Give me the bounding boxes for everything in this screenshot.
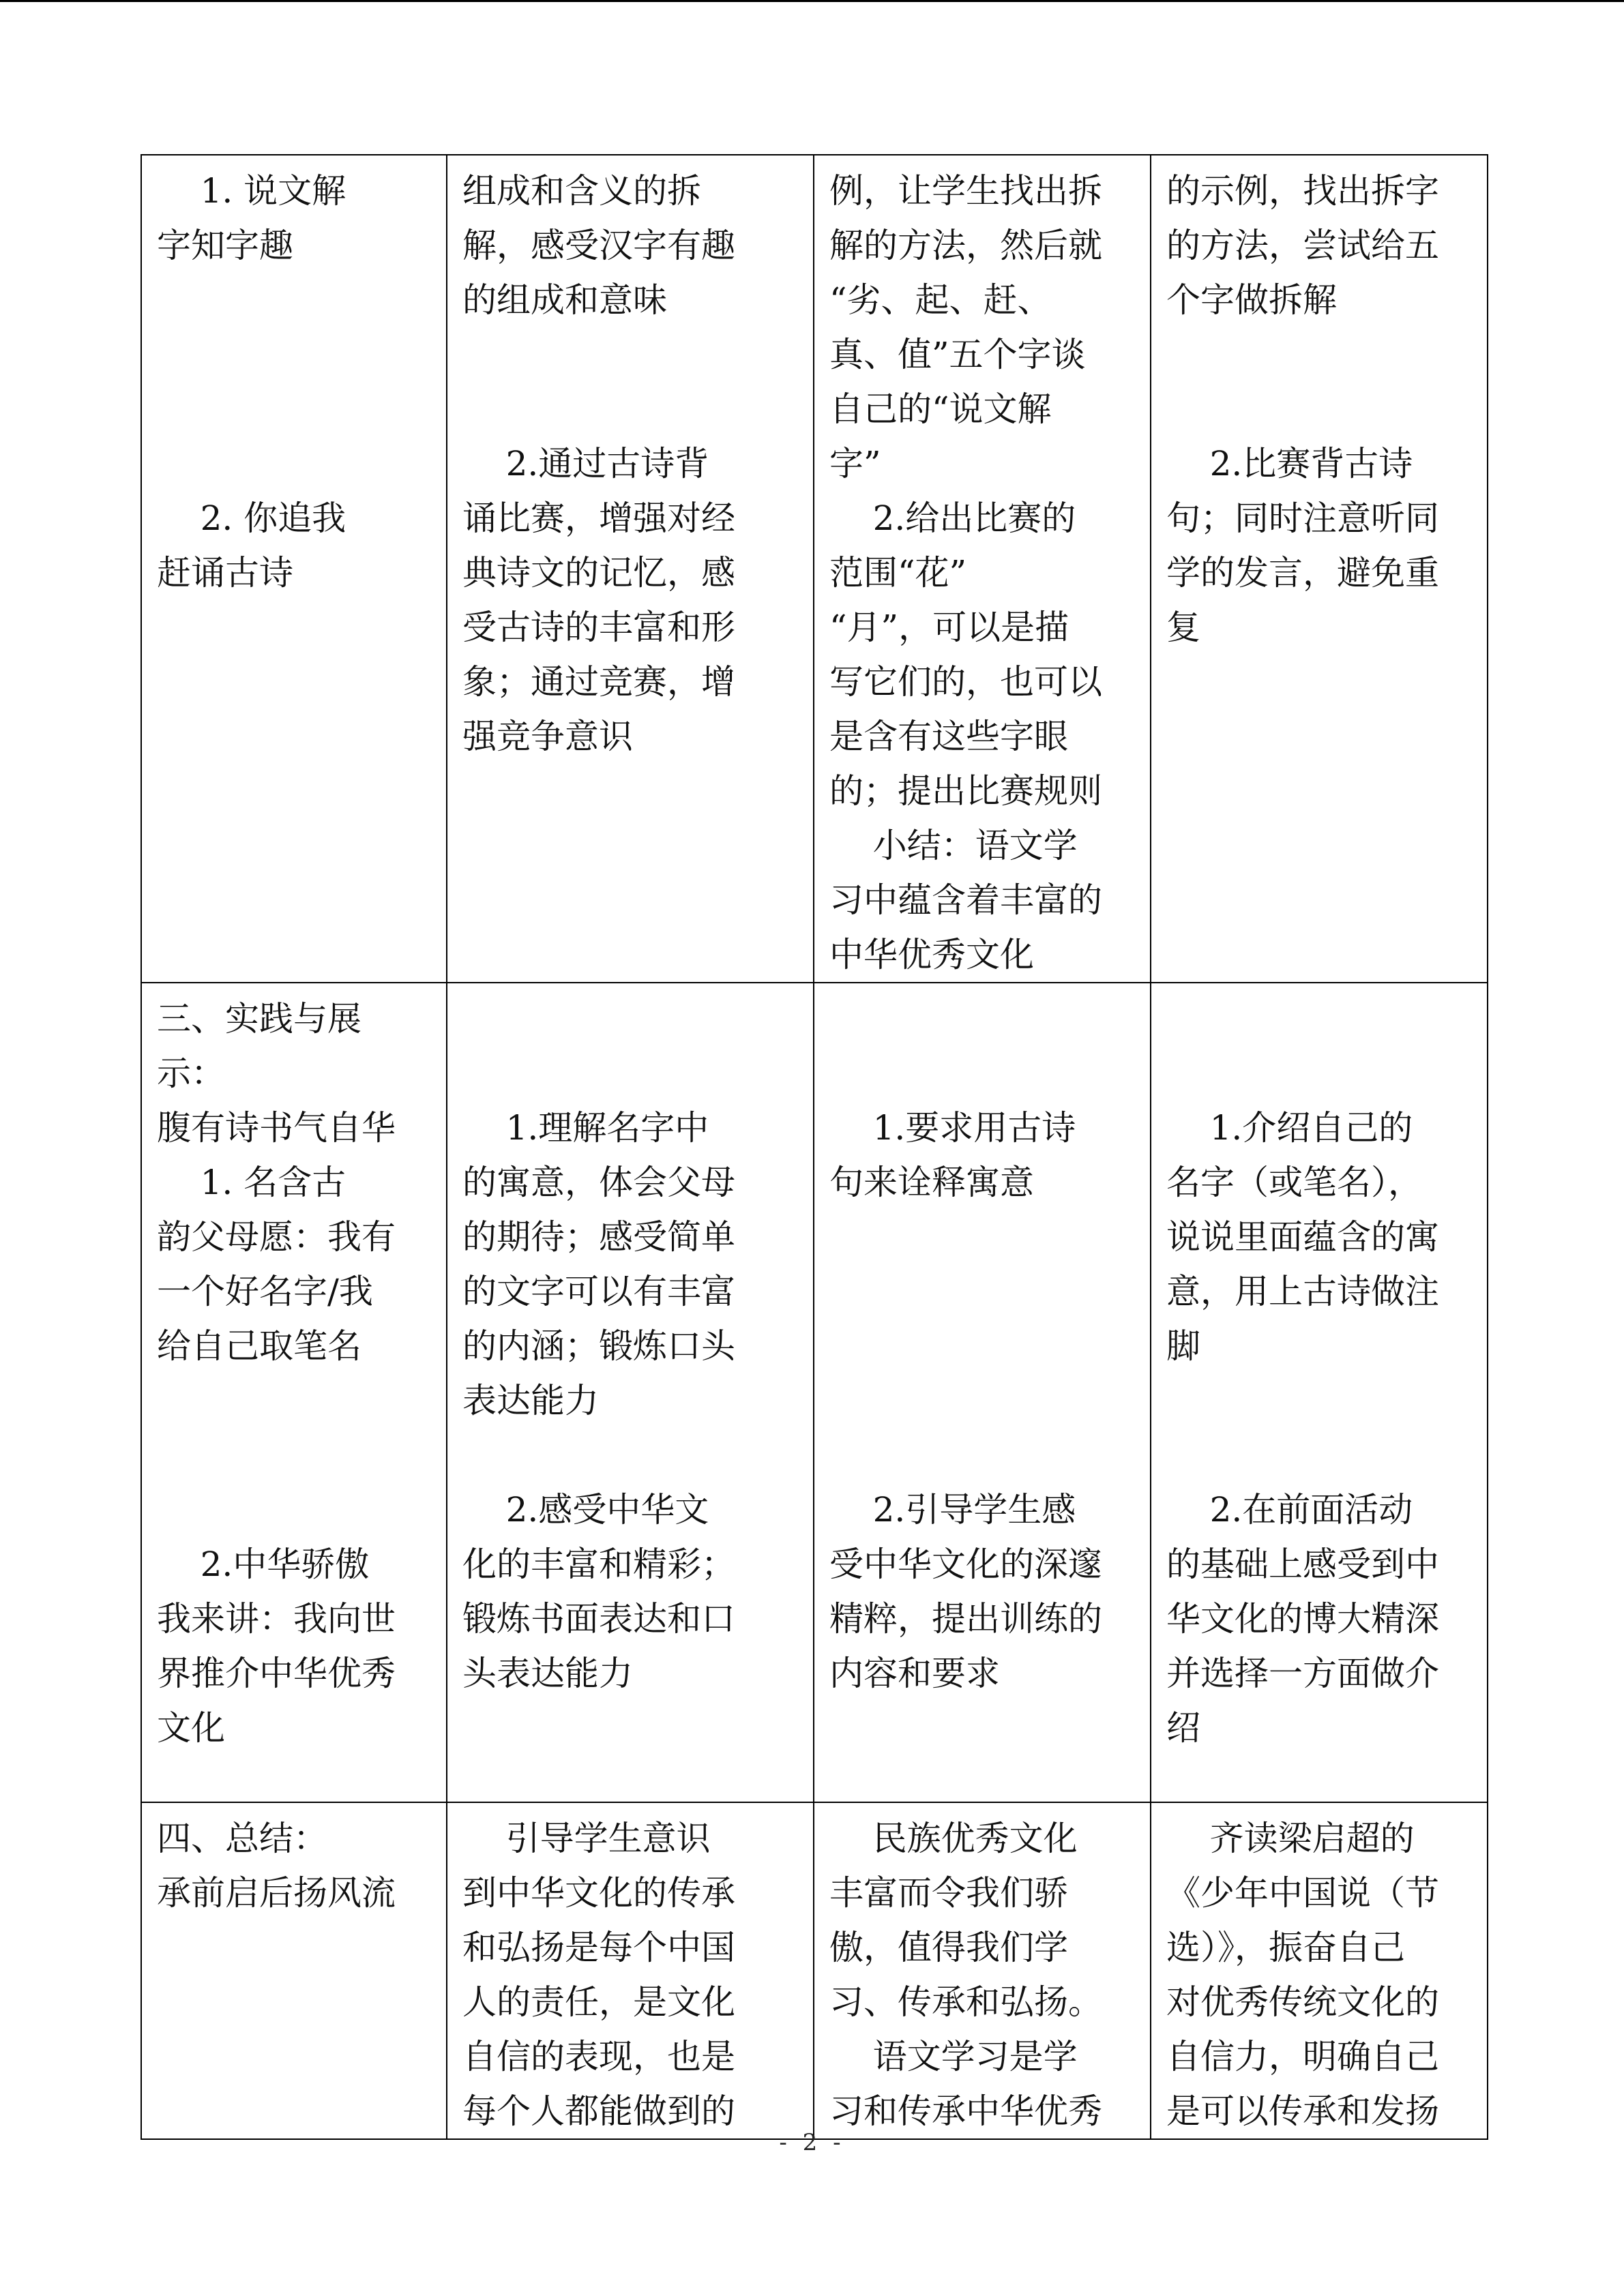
cell-text-line: 韵父母愿：我有 — [157, 1217, 396, 1257]
cell-text-line: 名字（或笔名）， — [1166, 1163, 1422, 1202]
page-number: - 2 - — [779, 2129, 845, 2156]
activity-cell — [141, 155, 447, 983]
cell-text-line: 习、传承和弘扬。 — [829, 1982, 1102, 2022]
cell-text-line — [829, 992, 1138, 1046]
teacher-cell — [814, 1802, 1151, 2139]
cell-text-line — [462, 1428, 801, 1482]
cell-text-line: 2. 你追我 — [157, 498, 346, 538]
cell-text-line: 句来诠释寓意 — [829, 1163, 1034, 1202]
table-row — [141, 983, 1488, 1802]
cell-text-line — [1166, 1373, 1475, 1428]
cell-text-line: 范围“花” — [829, 553, 967, 593]
cell-text-line — [157, 327, 434, 382]
cell-text-line: 小结：语文学 — [829, 826, 1078, 865]
cell-text-line — [157, 273, 434, 327]
cell-text-line: 2.引导学生感 — [829, 1490, 1076, 1530]
cell-text-line: 受中华文化的深邃 — [829, 1545, 1102, 1584]
lesson-plan-table — [141, 154, 1488, 2140]
teacher-cell — [814, 155, 1151, 983]
cell-text-line: 真、值”五个字谈 — [829, 335, 1086, 374]
cell-text-line: 脚 — [1166, 1326, 1200, 1366]
cell-text-line: 化的丰富和精彩； — [462, 1545, 735, 1584]
cell-text-line: 组成和含义的拆 — [462, 171, 701, 211]
cell-text-line: 人的责任，是文化 — [462, 1982, 735, 2022]
cell-text-line: 的组成和意味 — [462, 280, 667, 320]
cell-text-line: 和弘扬是每个中国 — [462, 1928, 735, 1967]
cell-text-line: 句；同时注意听同 — [1166, 498, 1439, 538]
cell-text-line: 1.介绍自己的 — [1166, 1108, 1413, 1148]
cell-text-line: 象；通过竞赛，增 — [462, 662, 735, 702]
cell-text-line: 示： — [157, 1054, 225, 1093]
cell-text-line: “劣、起、赶、 — [829, 280, 1052, 320]
cell-text-line: 的寓意，体会父母 — [462, 1163, 735, 1202]
cell-text-line — [829, 1264, 1138, 1319]
cell-text-line — [157, 1482, 434, 1537]
cell-text-line — [1166, 1046, 1475, 1101]
cell-text-line — [462, 327, 801, 382]
cell-text-line: 2.中华骄傲 — [157, 1545, 370, 1584]
cell-text-line: 的文字可以有丰富 — [462, 1272, 735, 1311]
cell-text-line: 精粹，提出训练的 — [829, 1599, 1102, 1639]
cell-text-line: 写它们的，也可以 — [829, 662, 1102, 702]
cell-text-line: 典诗文的记忆，感 — [462, 553, 735, 593]
cell-text-line: 头表达能力 — [462, 1654, 633, 1693]
cell-text-line: 承前启后扬风流 — [157, 1873, 396, 1913]
cell-text-line: 华文化的博大精深 — [1166, 1599, 1439, 1639]
cell-text-line — [157, 1428, 434, 1482]
activity-cell — [141, 983, 447, 1802]
cell-text-line: 1. 名含古 — [157, 1163, 346, 1202]
cell-text-line — [829, 1210, 1138, 1264]
cell-text-line: 解的方法，然后就 — [829, 226, 1102, 265]
cell-text-line: 引导学生意识 — [462, 1819, 711, 1858]
cell-text-line: 锻炼书面表达和口 — [462, 1599, 735, 1639]
cell-text-line: 语文学习是学 — [829, 2037, 1078, 2076]
top-border-line — [0, 0, 1624, 2]
goal-cell — [447, 983, 814, 1802]
cell-text-line: 说说里面蕴含的寓 — [1166, 1217, 1439, 1257]
cell-text-line — [829, 1373, 1138, 1428]
cell-text-line: 赶诵古诗 — [157, 553, 293, 593]
cell-text-line: 2.在前面活动 — [1166, 1490, 1413, 1530]
cell-text-line: 2.比赛背古诗 — [1166, 444, 1413, 483]
cell-text-line: 并选择一方面做介 — [1166, 1654, 1439, 1693]
cell-text-line: 学的发言，避免重 — [1166, 553, 1439, 593]
cell-text-line — [462, 382, 801, 436]
cell-text-line: 给自己取笔名 — [157, 1326, 361, 1366]
cell-text-line — [157, 1373, 434, 1428]
cell-text-line: 一个好名字/我 — [157, 1272, 373, 1311]
cell-text-line: 表达能力 — [462, 1381, 599, 1420]
teacher-cell — [814, 983, 1151, 1802]
cell-text-line: 界推介中华优秀 — [157, 1654, 396, 1693]
cell-text-line: 复 — [1166, 608, 1200, 647]
student-cell — [1151, 983, 1488, 1802]
cell-text-line: 《少年中国说（节 — [1166, 1873, 1439, 1913]
cell-text-line — [462, 992, 801, 1046]
cell-text-line: 字知字趣 — [157, 226, 293, 265]
cell-text-line: 自信力，明确自己 — [1166, 2037, 1439, 2076]
cell-text-line: 解，感受汉字有趣 — [462, 226, 735, 265]
cell-text-line: 的示例，找出拆字 — [1166, 171, 1439, 211]
student-cell — [1151, 155, 1488, 983]
student-cell — [1151, 1802, 1488, 2139]
cell-text-line: 诵比赛，增强对经 — [462, 498, 735, 538]
cell-text-line — [829, 1319, 1138, 1373]
cell-text-line: 的内涵；锻炼口头 — [462, 1326, 735, 1366]
cell-text-line — [1166, 327, 1475, 382]
cell-text-line: 习中蕴含着丰富的 — [829, 880, 1102, 920]
cell-text-line: 2.给出比赛的 — [829, 498, 1076, 538]
goal-cell — [447, 155, 814, 983]
cell-text-line — [157, 436, 434, 491]
cell-text-line: 的；提出比赛规则 — [829, 771, 1102, 811]
cell-text-line — [157, 382, 434, 436]
cell-text-line: 内容和要求 — [829, 1654, 1000, 1693]
cell-text-line: 文化 — [157, 1708, 225, 1748]
cell-text-line: 个字做拆解 — [1166, 280, 1337, 320]
table-row — [141, 1802, 1488, 2139]
cell-text-line: 字” — [829, 444, 881, 483]
cell-text-line: 1.要求用古诗 — [829, 1108, 1076, 1148]
cell-text-line: 1. 说文解 — [157, 171, 346, 211]
table-row — [141, 155, 1488, 983]
cell-text-line: 对优秀传统文化的 — [1166, 1982, 1439, 2022]
cell-text-line: 选）》，振奋自己 — [1166, 1928, 1405, 1967]
cell-text-line: 例，让学生找出拆 — [829, 171, 1102, 211]
goal-cell — [447, 1802, 814, 2139]
cell-text-line: 1.理解名字中 — [462, 1108, 709, 1148]
cell-text-line: 自己的“说文解 — [829, 389, 1052, 429]
cell-text-line: 是含有这些字眼 — [829, 717, 1068, 756]
cell-text-line — [1166, 992, 1475, 1046]
cell-text-line: 我来讲：我向世 — [157, 1599, 396, 1639]
activity-cell — [141, 1802, 447, 2139]
cell-text-line: 强竞争意识 — [462, 717, 633, 756]
cell-text-line: 是可以传承和发扬 — [1166, 2091, 1439, 2131]
cell-text-line: 的期待；感受简单 — [462, 1217, 735, 1257]
cell-text-line: 绍 — [1166, 1708, 1200, 1748]
cell-text-line: 2.感受中华文 — [462, 1490, 709, 1530]
cell-text-line: 习和传承中华优秀 — [829, 2091, 1102, 2131]
cell-text-line: 三、实践与展 — [157, 999, 361, 1039]
cell-text-line — [462, 1046, 801, 1101]
cell-text-line: 自信的表现，也是 — [462, 2037, 735, 2076]
cell-text-line: 每个人都能做到的 — [462, 2091, 735, 2131]
cell-text-line: 2.通过古诗背 — [462, 444, 709, 483]
cell-text-line: 中华优秀文化 — [829, 935, 1034, 974]
cell-text-line: 傲，值得我们学 — [829, 1928, 1068, 1967]
cell-text-line: 民族优秀文化 — [829, 1819, 1078, 1858]
cell-text-line — [1166, 1428, 1475, 1482]
cell-text-line: 受古诗的丰富和形 — [462, 608, 735, 647]
cell-text-line: 的方法，尝试给五 — [1166, 226, 1439, 265]
cell-text-line — [829, 1046, 1138, 1101]
cell-text-line: 的基础上感受到中 — [1166, 1545, 1439, 1584]
cell-text-line: 齐读梁启超的 — [1166, 1819, 1415, 1858]
cell-text-line: 丰富而令我们骄 — [829, 1873, 1068, 1913]
cell-text-line: 意，用上古诗做注 — [1166, 1272, 1439, 1311]
cell-text-line — [829, 1428, 1138, 1482]
cell-text-line — [1166, 382, 1475, 436]
cell-text-line: “月”，可以是描 — [829, 608, 1069, 647]
cell-text-line: 到中华文化的传承 — [462, 1873, 735, 1913]
cell-text-line: 四、总结： — [157, 1819, 327, 1858]
cell-text-line: 腹有诗书气自华 — [157, 1108, 396, 1148]
